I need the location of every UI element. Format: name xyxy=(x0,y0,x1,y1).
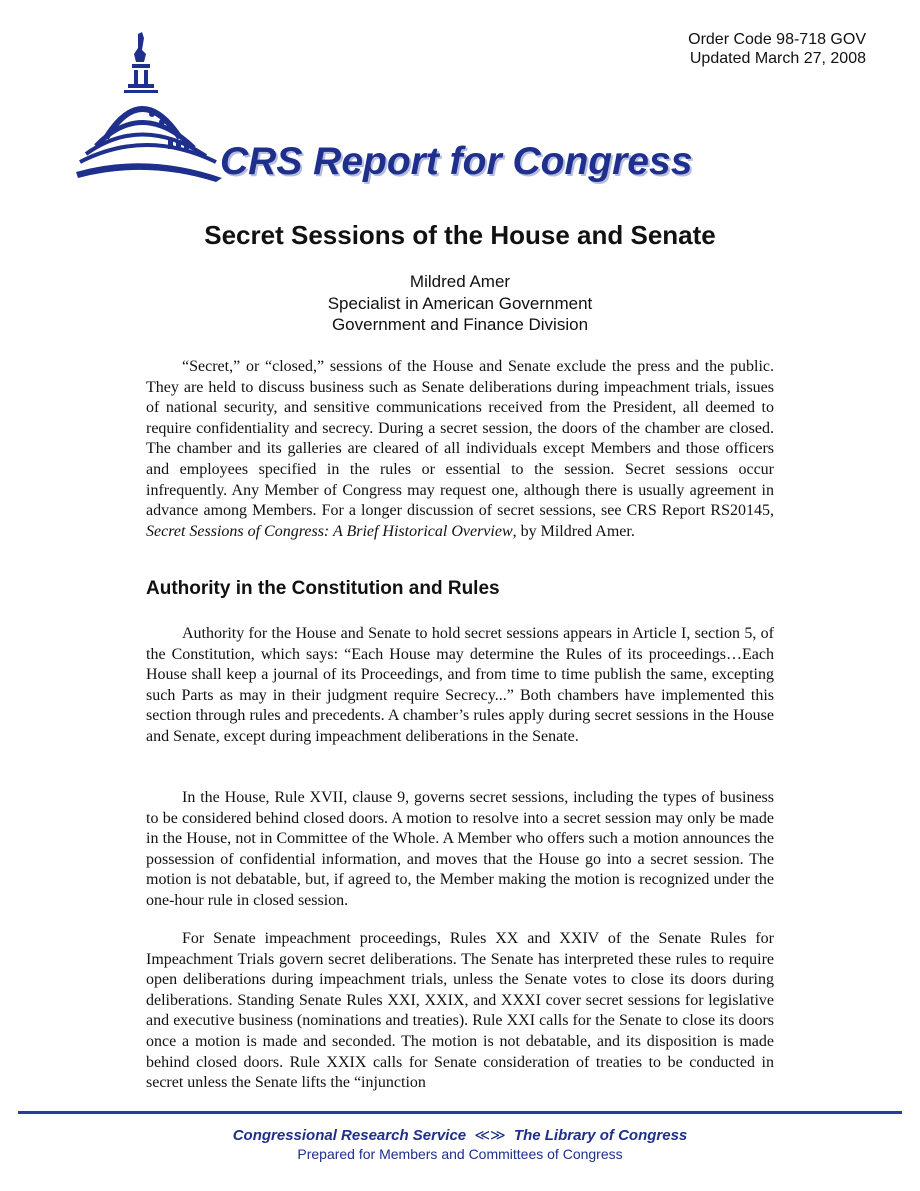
paragraph-senate-rules xyxy=(146,929,774,1094)
footer-line-1 xyxy=(0,1126,920,1144)
footer-crs: Congressional Research Service xyxy=(232,1127,467,1144)
paragraph-house-rules xyxy=(146,788,774,912)
paragraph: In the House, Rule XVII, clause 9, governs secret sessions, including the types of business to be considered behind closed doors. A motion to resolve into a secret session may only be made in the House, not in Committee of the Whole. A Member who offers such a motion announces the possession of confidential information, and moves that the House go into a secret session. The motion is not debatable, but, if agreed to, the Member making the motion is recognized under the one-hour rule in closed session. xyxy=(146,789,774,909)
footer xyxy=(0,1126,920,1162)
footer-loc: The Library of Congress xyxy=(513,1127,688,1144)
ornament-icon: ≪≫ xyxy=(474,1127,506,1144)
cited-report-title: Secret Sessions of Congress: A Brief Historical Overview xyxy=(146,522,513,540)
paragraph: Authority for the House and Senate to hold secret sessions appears in Article I, section 5, of the Constitution, which says: “Each House may determine the Rules of its proceedings…Each House shall keep a journal of its Proceedings, and from time to time publish the same, excepting such Parts as may in their judgment require Secrecy...” Both chambers have implemented this section through rules and precedents. A chamber’s rules apply during secret sessions in the House and Senate, except during impeachment deliberations in the Senate. xyxy=(146,625,774,745)
updated-date: Updated March 27, 2008 xyxy=(689,50,866,67)
author-title: Specialist in American Government xyxy=(327,293,593,313)
author-division: Government and Finance Division xyxy=(331,315,589,334)
section-heading: Authority in the Constitution and Rules xyxy=(146,578,500,599)
abstract xyxy=(146,357,774,542)
author-name: Mildred Amer xyxy=(409,272,511,291)
paragraph: For Senate impeachment proceedings, Rules XX and XXIV of the Senate Rules for Impeachment Trials govern secret deliberations. The Senate has interpreted these rules to require open deliberations during impeachment trials, unless the Senate votes to close its doors during deliberations. Standing Senate Rules XXI, XXIX, and XXXI cover secret sessions for legislative and executive business (nominations and treaties). Rule XXI calls for the Senate to close its doors once a motion is made and seconded. The motion is not debatable, and its disposition is made behind closed doors. Rule XXIX calls for Senate consideration of treaties to be conducted in secret unless the Senate lifts the “injunction xyxy=(146,930,774,1092)
document-title: Secret Sessions of the House and Senate xyxy=(204,220,716,250)
paragraph-constitution xyxy=(146,624,774,748)
abstract-text-end: , by Mildred Amer. xyxy=(512,522,635,540)
footer-rule xyxy=(18,1111,902,1114)
order-code: Order Code 98-718 GOV xyxy=(688,31,866,48)
brand-title: CRS Report for Congress xyxy=(220,140,693,183)
author-block xyxy=(0,271,920,336)
abstract-text: “Secret,” or “closed,” sessions of the House and Senate exclude the press and the public. They are held to discuss business such as Senate deliberations during impeachment trials, issues of national security, and sensitive communications received from the President, all deemed to require confidentiality and secrecy. During a secret session, the doors of the chamber are closed. The chamber and its galleries are cleared of all individuals except Members and those officers and employees specified in the rules or essential to the session. Secret sessions occur infrequently. Any Member of Congress may request one, although there is usually agreement in advance among Members. For a longer discussion of secret sessions, see CRS Report RS20145, xyxy=(146,358,774,520)
order-code-block xyxy=(688,30,866,68)
capitol-dome-icon xyxy=(76,28,226,188)
footer-line-2: Prepared for Members and Committees of Congress xyxy=(297,1146,623,1162)
